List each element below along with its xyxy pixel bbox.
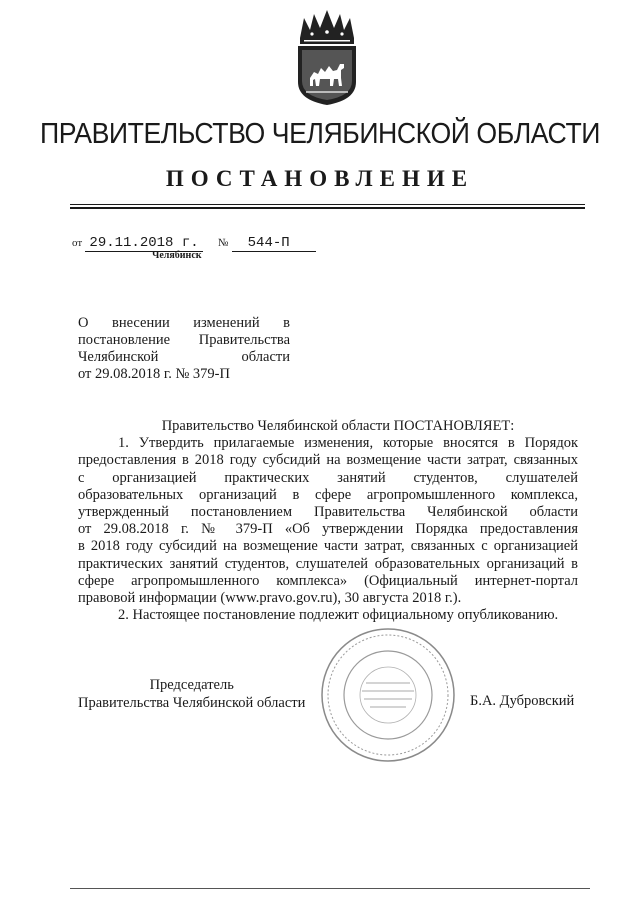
paragraph-2: 2. Настоящее постановление подлежит официальному опубликованию. [118,607,559,624]
signatory-position [78,676,305,712]
document-type-heading: ПОСТАНОВЛЕНИЕ [165,166,475,191]
number-label: № [217,237,229,249]
body-line: 1. Утвердить прилагаемые изменения, которые вносятся в Порядок [118,435,578,452]
preamble: Правительство Челябинской области ПОСТАНОВЛЯЕТ: [161,418,515,434]
issue-city: Челябинск [152,250,202,261]
subject-line: Челябинской области [78,349,290,365]
coat-of-arms-icon [292,8,362,106]
signatory-name: Б.А. Дубровский [470,693,575,709]
document-body [78,418,578,624]
position-line: Правительства Челябинской области [78,695,306,711]
body-line: образовательных организаций в сфере агропромышленного комплекса, [78,486,578,503]
position-line: Председатель [149,677,234,693]
paragraph-1 [78,435,578,607]
from-label: от [72,237,83,249]
header-divider-thick [70,207,585,209]
subject-line: постановление Правительства [78,332,290,348]
subject-line: О внесении изменений в [78,315,290,331]
document-date: 29.11.2018 г. [85,235,202,252]
government-title: ПРАВИТЕЛЬСТВО ЧЕЛЯБИНСКОЙ ОБЛАСТИ [39,118,601,150]
body-line: с организацией практических занятий студентов, слушателей [78,469,578,486]
body-line: утвержденный постановлением Правительства Челябинской области [78,504,578,521]
body-line: предоставления в 2018 году субсидий на возмещение части затрат, связанных [78,452,578,469]
document-number: 544-П [232,235,316,252]
footer-divider [70,888,590,889]
body-line: сфере агропромышленного комплекса» (Официальный интернет-портал [78,572,578,589]
document-subject [78,315,290,383]
body-line: от 29.08.2018 г. № 379-П «Об утверждении Порядка предоставления [78,521,578,538]
subject-line: от 29.08.2018 г. № 379-П [78,366,230,382]
body-line: практических занятий студентов, слушателей образовательных организаций в [78,555,578,572]
body-line: правовой информации (www.pravo.gov.ru), 30 августа 2018 г.). [78,590,462,607]
header-divider-thin [70,204,585,205]
body-line: в 2018 году субсидий на возмещение части затрат, связанных с организацией [78,538,578,555]
official-seal-icon [318,625,458,765]
